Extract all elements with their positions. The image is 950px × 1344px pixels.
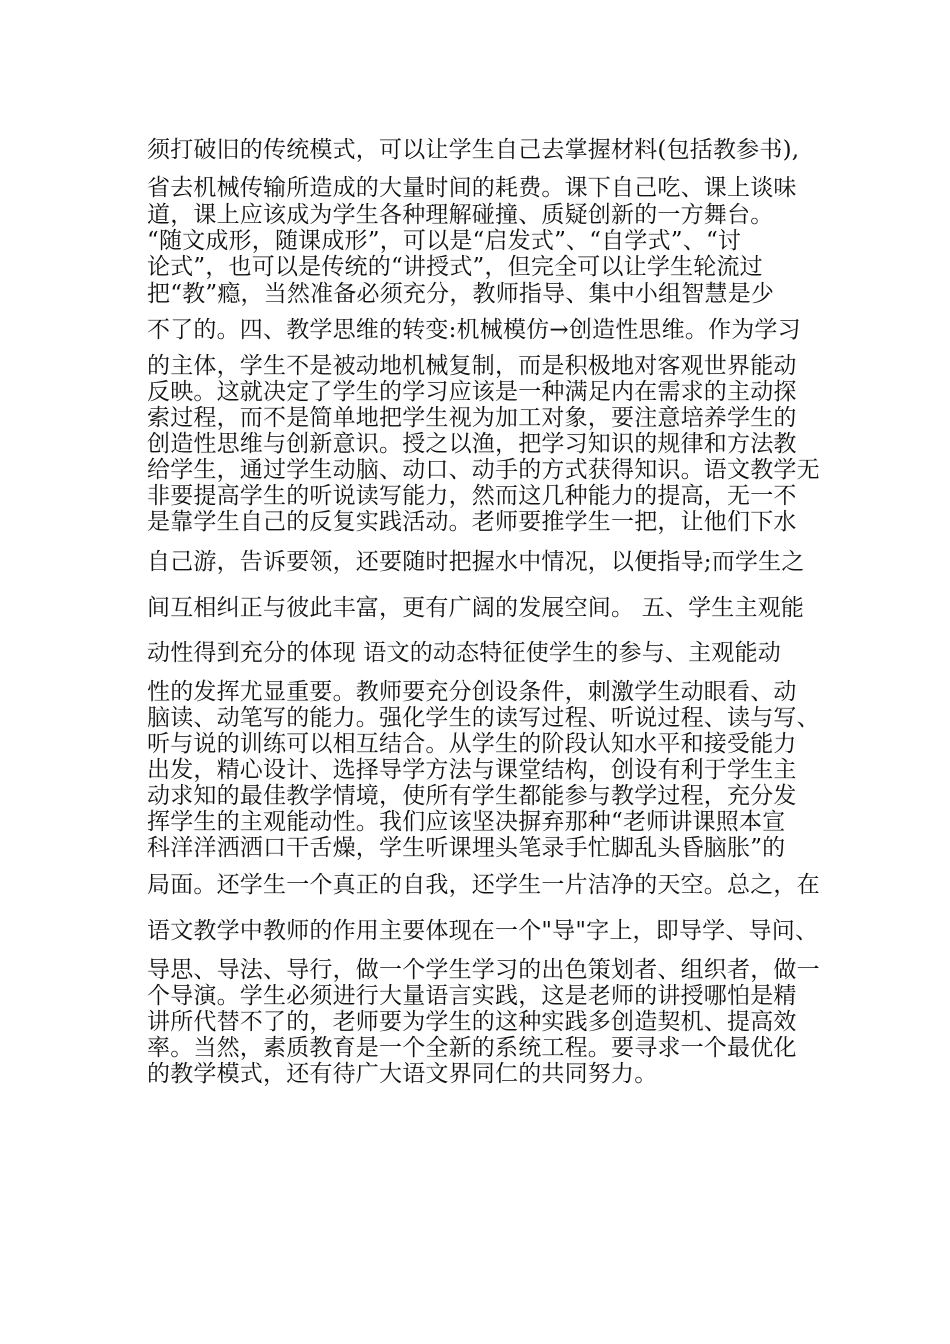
text-line: 导思、导法、导行，做一个学生学习的出色策划者、组织者，做一 (147, 957, 820, 983)
text-line: 脑读、动笔写的能力。强化学生的读写过程、听说过程、读与写、 (147, 705, 820, 731)
text-line: 讲所代替不了的，老师要为学生的这种实践多创造契机、提高效 (147, 1009, 797, 1035)
text-line: 道，课上应该成为学生各种理解碰撞、质疑创新的一方舞台。 (147, 202, 774, 228)
text-line: 科洋洋洒洒口干舌燥，学生听课埋头笔录手忙脚乱头昏脑胀”的 (147, 835, 786, 861)
text-line: 个导演。学生必须进行大量语言实践，这是老师的讲授哪怕是精 (147, 983, 797, 1009)
text-line: 是靠学生自己的反复实践活动。老师要推学生一把，让他们下水 (147, 509, 797, 535)
text-line: 出发，精心设计、选择导学方法与课堂结构，创设有利于学生主 (147, 757, 797, 783)
text-line: 语文教学中教师的作用主要体现在一个"导"字上，即导学、导问、 (147, 918, 819, 944)
text-line: 索过程，而不是简单地把学生视为加工对象，要注意培养学生的 (147, 405, 797, 431)
text-line: 的主体，学生不是被动地机械复制，而是积极地对客观世界能动 (147, 353, 797, 379)
text-line: 率。当然，素质教育是一个全新的系统工程。要寻求一个最优化 (147, 1035, 797, 1061)
text-line: 自己游，告诉要领，还要随时把握水中情况，以便指导;而学生之 (147, 549, 805, 575)
text-line: 动性得到充分的体现 语文的动态特征使学生的参与、主观能动 (147, 640, 781, 666)
text-line: 创造性思维与创新意识。授之以渔，把学习知识的规律和方法教 (147, 431, 797, 457)
text-line: 动求知的最佳教学情境，使所有学生都能参与教学过程，充分发 (147, 783, 797, 809)
text-line: 挥学生的主观能动性。我们应该坚决摒弃那种“老师讲课照本宣 (147, 809, 786, 835)
text-line: 听与说的训练可以相互结合。从学生的阶段认知水平和接受能力 (147, 731, 797, 757)
text-line: 省去机械传输所造成的大量时间的耗费。课下自己吃、课上谈味 (147, 175, 797, 201)
text-line: 把“教”瘾，当然准备必须充分，教师指导、集中小组智慧是少 (147, 281, 775, 307)
text-line: 须打破旧的传统模式，可以让学生自己去掌握材料(包括教参书), (147, 137, 800, 163)
text-line: 非要提高学生的听说读写能力，然而这几种能力的提高，无一不 (147, 483, 797, 509)
text-line: 局面。还学生一个真正的自我，还学生一片洁净的天空。总之，在 (147, 872, 820, 898)
text-line: 性的发挥尤显重要。教师要充分创设条件，刺激学生动眼看、动 (147, 679, 797, 705)
text-line: 给学生，通过学生动脑、动口、动手的方式获得知识。语文教学无 (147, 457, 820, 483)
text-line: 的教学模式，还有待广大语文界同仁的共同努力。 (147, 1061, 658, 1087)
text-line: 论式”，也可以是传统的“讲授式”，但完全可以让学生轮流过 (147, 254, 763, 280)
text-line: “随文成形，随课成形”，可以是“启发式”、“自学式”、“讨 (147, 228, 742, 254)
text-line: 间互相纠正与彼此丰富，更有广阔的发展空间。 五、学生主观能 (147, 595, 805, 621)
text-line: 不了的。四、教学思维的转变:机械模仿→创造性思维。作为学习 (147, 317, 801, 343)
text-line: 反映。这就决定了学生的学习应该是一种满足内在需求的主动探 (147, 379, 797, 405)
